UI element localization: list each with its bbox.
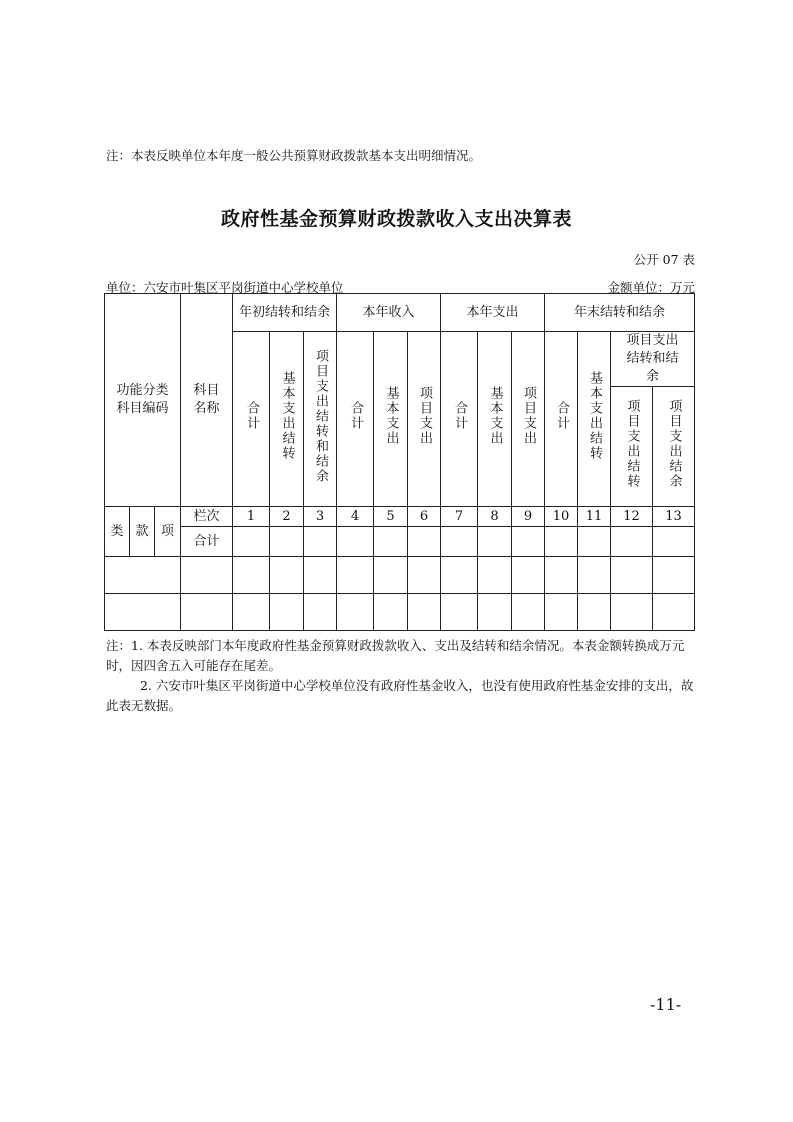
col-number: 2 <box>270 507 304 527</box>
table-cell <box>408 527 441 557</box>
group-closing: 年末结转和结余 <box>545 294 695 332</box>
table-cell <box>374 527 408 557</box>
sub-label: 项 <box>155 507 181 557</box>
col-number: 3 <box>304 507 337 527</box>
col-closing-total: 合计 <box>545 332 578 507</box>
page-title: 政府性基金预算财政拨款收入支出决算表 <box>220 208 572 230</box>
footnotes <box>106 636 698 716</box>
table-cell <box>181 557 233 594</box>
table-cell <box>233 527 270 557</box>
col-opening-total: 合计 <box>233 332 270 507</box>
footnote-1: 注：1. 本表反映部门本年度政府性基金预算财政拨款收入、支出及结转和结余情况。本表金额转换成万元时，因四舍五入可能存在尾差。 <box>106 638 685 673</box>
group-expense: 本年支出 <box>441 294 545 332</box>
table-cell <box>545 557 578 594</box>
table-cell <box>478 594 512 631</box>
table-cell <box>512 594 545 631</box>
col-closing-project-surplus: 项目支出结余 <box>653 387 695 507</box>
form-code: 公开 07 表 <box>633 252 695 267</box>
col-number: 5 <box>374 507 408 527</box>
group-closing-project: 项目支出结转和结余 <box>611 332 695 387</box>
table-cell <box>270 557 304 594</box>
col-income-basic: 基本支出 <box>374 332 408 507</box>
col-income-project: 项目支出 <box>408 332 441 507</box>
col-expense-total: 合计 <box>441 332 478 507</box>
table-cell <box>374 557 408 594</box>
table-cell <box>270 527 304 557</box>
table-cell <box>337 557 374 594</box>
col-number: 7 <box>441 507 478 527</box>
table-cell <box>304 527 337 557</box>
group-opening: 年初结转和结余 <box>233 294 337 332</box>
table-cell <box>408 594 441 631</box>
table-cell <box>578 527 611 557</box>
col-number: 6 <box>408 507 441 527</box>
table-cell <box>653 527 695 557</box>
table-cell <box>478 527 512 557</box>
col-opening-basic: 基本支出结转 <box>270 332 304 507</box>
top-note: 注：本表反映单位本年度一般公共预算财政拨款基本支出明细情况。 <box>106 148 482 163</box>
table-cell <box>441 527 478 557</box>
subject-name-header: 科目名称 <box>181 294 233 507</box>
table-cell <box>441 557 478 594</box>
table-cell <box>611 594 653 631</box>
table-cell <box>611 557 653 594</box>
col-number: 4 <box>337 507 374 527</box>
table-cell <box>270 594 304 631</box>
page-number: -11- <box>650 995 682 1014</box>
table-cell <box>441 594 478 631</box>
table-cell <box>512 557 545 594</box>
col-expense-basic: 基本支出 <box>478 332 512 507</box>
table-cell <box>105 594 181 631</box>
table-cell <box>578 594 611 631</box>
table-cell <box>478 557 512 594</box>
total-row-label: 合计 <box>181 527 233 557</box>
table-cell <box>374 594 408 631</box>
table-cell <box>304 557 337 594</box>
table-cell <box>105 557 181 594</box>
col-closing-project-carryover: 项目支出结转 <box>611 387 653 507</box>
func-code-header: 功能分类科目编码 <box>105 294 181 507</box>
table-cell <box>578 557 611 594</box>
table-cell <box>337 594 374 631</box>
footnote-2: 2. 六安市叶集区平岗街道中心学校单位没有政府性基金收入，也没有使用政府性基金安排的支出，故此表无数据。 <box>106 678 694 713</box>
col-number: 8 <box>478 507 512 527</box>
group-income: 本年收入 <box>337 294 441 332</box>
table-cell <box>181 594 233 631</box>
table-cell <box>233 594 270 631</box>
col-number: 1 <box>233 507 270 527</box>
col-opening-project: 项目支出结转和结余 <box>304 332 337 507</box>
unit-label: 单位：六安市叶集区平岗街道中心学校单位 <box>106 280 344 295</box>
item-label: 款 <box>130 507 155 557</box>
col-income-total: 合计 <box>337 332 374 507</box>
col-number: 11 <box>578 507 611 527</box>
col-number: 9 <box>512 507 545 527</box>
col-number: 13 <box>653 507 695 527</box>
budget-table <box>104 293 695 631</box>
table-cell <box>233 557 270 594</box>
class-label: 类 <box>105 507 130 557</box>
table-cell <box>304 594 337 631</box>
table-cell <box>408 557 441 594</box>
amount-unit: 金额单位：万元 <box>607 280 695 295</box>
table-cell <box>653 594 695 631</box>
row-label: 栏次 <box>181 507 233 527</box>
table-cell <box>611 527 653 557</box>
col-expense-project: 项目支出 <box>512 332 545 507</box>
table-cell <box>653 557 695 594</box>
col-number: 10 <box>545 507 578 527</box>
col-number: 12 <box>611 507 653 527</box>
table-cell <box>545 527 578 557</box>
table-cell <box>337 527 374 557</box>
table-cell <box>545 594 578 631</box>
col-closing-basic: 基本支出结转 <box>578 332 611 507</box>
table-cell <box>512 527 545 557</box>
